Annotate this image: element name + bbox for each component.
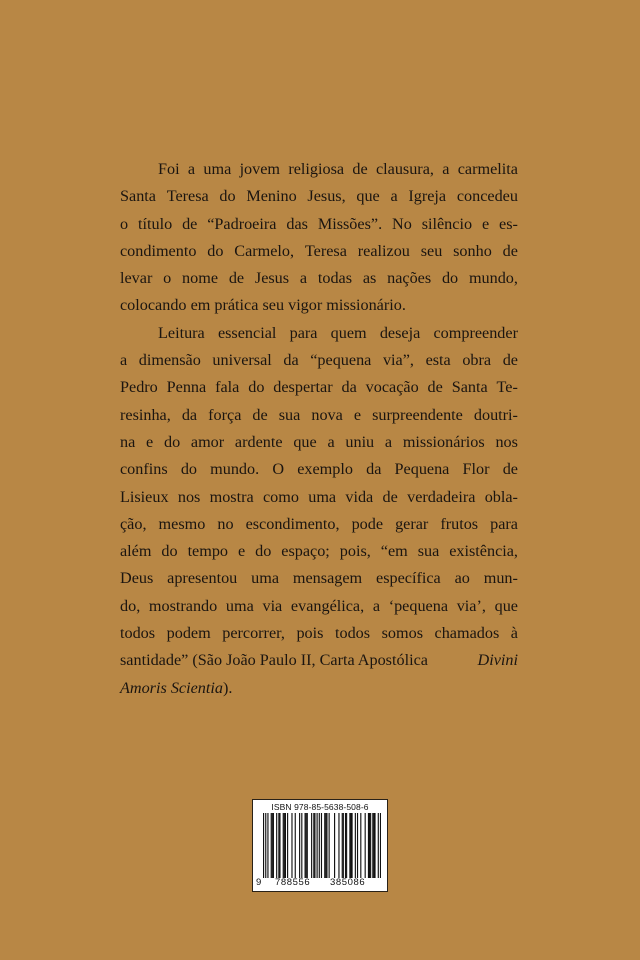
word: específica bbox=[376, 569, 441, 588]
word: sua bbox=[278, 405, 301, 424]
word: exemplo bbox=[297, 460, 353, 479]
word: Santa bbox=[451, 378, 488, 397]
text-line bbox=[120, 374, 518, 401]
word: podem bbox=[166, 624, 211, 643]
word: Penna bbox=[166, 378, 207, 397]
word: na bbox=[120, 432, 136, 451]
word: Jesus bbox=[254, 269, 290, 288]
word: do, bbox=[120, 596, 141, 615]
word: clausura, bbox=[375, 160, 434, 178]
word: Lisieux bbox=[120, 487, 169, 506]
citation-text: santidade” (São João Paulo II, Carta Apostólica bbox=[120, 651, 428, 670]
word: todos bbox=[334, 624, 371, 643]
word: todos bbox=[120, 624, 156, 643]
word: e bbox=[146, 432, 154, 451]
text-line bbox=[120, 211, 518, 238]
word: a bbox=[390, 187, 398, 206]
word: o bbox=[163, 269, 172, 288]
paragraph-1 bbox=[120, 156, 518, 320]
citation-closing: ). bbox=[222, 678, 233, 697]
word: Pedro bbox=[120, 378, 158, 397]
word: a bbox=[120, 351, 128, 370]
word: a bbox=[299, 269, 308, 288]
citation-title-end: Amoris Scientia bbox=[120, 678, 223, 697]
word: a bbox=[442, 160, 450, 178]
word: carmelita bbox=[457, 160, 518, 178]
text-line bbox=[120, 538, 518, 565]
word: de bbox=[502, 460, 518, 479]
word: nova bbox=[311, 405, 343, 424]
word: es- bbox=[499, 214, 518, 233]
barcode-bars bbox=[263, 813, 381, 878]
word: Santa bbox=[120, 187, 156, 206]
word: silêncio bbox=[421, 214, 473, 233]
word: resinha, bbox=[120, 405, 171, 424]
citation-title-start: Divini bbox=[477, 651, 518, 670]
word: No bbox=[392, 214, 412, 233]
word: essencial bbox=[217, 323, 277, 342]
word: Flor bbox=[462, 460, 490, 479]
word: Jesus, bbox=[307, 187, 346, 206]
word: da bbox=[283, 351, 299, 370]
word: mundo, bbox=[468, 269, 518, 288]
word: do bbox=[441, 269, 459, 288]
word: Igreja bbox=[408, 187, 447, 206]
word: de bbox=[502, 351, 518, 370]
word: que bbox=[293, 432, 317, 451]
word: de bbox=[182, 214, 198, 233]
word: de bbox=[352, 160, 368, 178]
word: surpreendente bbox=[372, 405, 463, 424]
word: como bbox=[262, 487, 299, 506]
word: esta bbox=[425, 351, 451, 370]
word: Menino bbox=[246, 187, 297, 206]
text-line bbox=[120, 484, 518, 511]
word: via’, bbox=[456, 596, 486, 615]
word: a bbox=[187, 160, 196, 178]
word: e bbox=[237, 542, 246, 561]
word: mostrando bbox=[148, 596, 218, 615]
word: mensagem bbox=[292, 569, 363, 588]
word: do bbox=[248, 378, 265, 397]
word: de bbox=[427, 378, 443, 397]
word: da bbox=[181, 405, 198, 424]
text-line bbox=[120, 238, 518, 265]
paragraph-2 bbox=[120, 320, 518, 648]
barcode-digits-right: 385086 bbox=[330, 877, 366, 888]
word: existência, bbox=[449, 542, 518, 561]
word: percorrer, bbox=[222, 624, 285, 643]
text-line bbox=[120, 511, 518, 538]
word: Foi bbox=[158, 160, 180, 178]
word: ção, bbox=[120, 514, 147, 533]
text-line bbox=[120, 265, 518, 292]
word: para bbox=[289, 323, 318, 342]
word: via bbox=[262, 596, 283, 615]
word: via”, bbox=[382, 351, 414, 370]
word: o bbox=[120, 214, 129, 233]
word: título bbox=[137, 214, 173, 233]
word: quem bbox=[330, 323, 367, 342]
word: escondimento, bbox=[245, 514, 340, 533]
word: no bbox=[217, 514, 234, 533]
word: de bbox=[382, 487, 398, 506]
word: que bbox=[356, 187, 380, 206]
cover-description bbox=[120, 156, 518, 702]
text-line bbox=[120, 593, 518, 620]
word: nos bbox=[495, 432, 518, 451]
text-line bbox=[120, 402, 518, 429]
word: mesmo bbox=[158, 514, 206, 533]
word: ‘pequena bbox=[388, 596, 449, 615]
word: Teresa bbox=[166, 187, 209, 206]
text-line bbox=[120, 620, 518, 647]
word: condimento bbox=[120, 241, 197, 260]
isbn-barcode bbox=[252, 799, 388, 892]
word: do bbox=[163, 432, 181, 451]
word: mundo. bbox=[210, 460, 260, 479]
word: da bbox=[341, 378, 357, 397]
word: todas bbox=[317, 269, 353, 288]
word: Deus bbox=[120, 569, 154, 588]
word: uma bbox=[225, 596, 254, 615]
word: obla- bbox=[484, 487, 518, 506]
word: a bbox=[327, 432, 335, 451]
word: pois, bbox=[339, 542, 371, 561]
word: de bbox=[252, 405, 268, 424]
word: uniu bbox=[345, 432, 375, 451]
word: nações bbox=[387, 269, 432, 288]
word: uma bbox=[251, 569, 280, 588]
word: O bbox=[272, 460, 285, 479]
word: pode bbox=[351, 514, 384, 533]
word: vida bbox=[345, 487, 374, 506]
word: chamados bbox=[434, 624, 500, 643]
word: jovem bbox=[239, 160, 281, 178]
word: do bbox=[219, 187, 236, 206]
word: compreender bbox=[433, 323, 518, 342]
word: sua bbox=[417, 542, 440, 561]
word: doutri- bbox=[473, 405, 518, 424]
word: mostra bbox=[209, 487, 254, 506]
word: a bbox=[372, 596, 381, 615]
word: evangélica, bbox=[290, 596, 365, 615]
word: Te- bbox=[496, 378, 518, 397]
word: uma bbox=[308, 487, 337, 506]
word: Carmelo, bbox=[234, 241, 295, 260]
text-line bbox=[120, 347, 518, 374]
word: do bbox=[255, 542, 272, 561]
word: força bbox=[208, 405, 242, 424]
word: fala bbox=[215, 378, 240, 397]
barcode-digit-lead: 9 bbox=[256, 877, 262, 888]
word: obra bbox=[462, 351, 492, 370]
word: religiosa bbox=[288, 160, 345, 178]
word: apresentou bbox=[167, 569, 238, 588]
word: pois bbox=[296, 624, 324, 643]
word: realizou bbox=[357, 241, 410, 260]
text-line bbox=[120, 183, 518, 210]
word: ardente bbox=[234, 432, 283, 451]
word: concedeu bbox=[456, 187, 518, 206]
word: despertar bbox=[273, 378, 333, 397]
word: a bbox=[384, 432, 393, 451]
word: do bbox=[207, 241, 224, 260]
text-line bbox=[120, 429, 518, 456]
word: da bbox=[366, 460, 382, 479]
word: seu bbox=[420, 241, 443, 260]
word: de bbox=[228, 269, 245, 288]
text-line bbox=[120, 456, 518, 483]
word: ao bbox=[454, 569, 470, 588]
word: Leitura bbox=[158, 323, 205, 342]
word: do bbox=[180, 460, 197, 479]
text-line bbox=[120, 565, 518, 592]
text-line bbox=[120, 156, 518, 183]
word: vocação bbox=[365, 378, 419, 397]
word: universal bbox=[212, 351, 272, 370]
word: amor bbox=[190, 432, 225, 451]
word: uma bbox=[203, 160, 232, 178]
word: somos bbox=[381, 624, 423, 643]
text-line bbox=[120, 320, 518, 347]
word: deseja bbox=[379, 323, 421, 342]
word: gerar bbox=[395, 514, 429, 533]
word: frutos bbox=[440, 514, 479, 533]
word: à bbox=[510, 624, 518, 643]
word: mun- bbox=[483, 569, 518, 588]
barcode-digits-left: 788556 bbox=[275, 877, 311, 888]
word: verdadeira bbox=[407, 487, 476, 506]
word: e bbox=[481, 214, 490, 233]
word: “Padroeira bbox=[207, 214, 277, 233]
word: sonho bbox=[453, 241, 492, 260]
word: para bbox=[490, 514, 518, 533]
word: tempo bbox=[187, 542, 229, 561]
citation-line bbox=[120, 647, 518, 674]
word: missionários bbox=[402, 432, 485, 451]
text-line: colocando em prática seu vigor missionário. bbox=[120, 296, 406, 315]
word: das bbox=[286, 214, 308, 233]
isbn-label: ISBN 978-85-5638-508-6 bbox=[271, 802, 369, 812]
word: do bbox=[161, 542, 178, 561]
word: de bbox=[502, 241, 518, 260]
word: nos bbox=[177, 487, 201, 506]
citation-end-line bbox=[120, 675, 518, 702]
word: confins bbox=[120, 460, 168, 479]
word: nome bbox=[182, 269, 219, 288]
word: além bbox=[120, 542, 152, 561]
word: Teresa bbox=[304, 241, 347, 260]
word: dimensão bbox=[138, 351, 201, 370]
word: levar bbox=[120, 269, 153, 288]
word: Missões”. bbox=[317, 214, 383, 233]
word: “em bbox=[380, 542, 408, 561]
word: espaço; bbox=[281, 542, 330, 561]
word: as bbox=[362, 269, 377, 288]
word: “pequena bbox=[310, 351, 372, 370]
word: que bbox=[494, 596, 518, 615]
word: e bbox=[353, 405, 362, 424]
word: Pequena bbox=[394, 460, 450, 479]
